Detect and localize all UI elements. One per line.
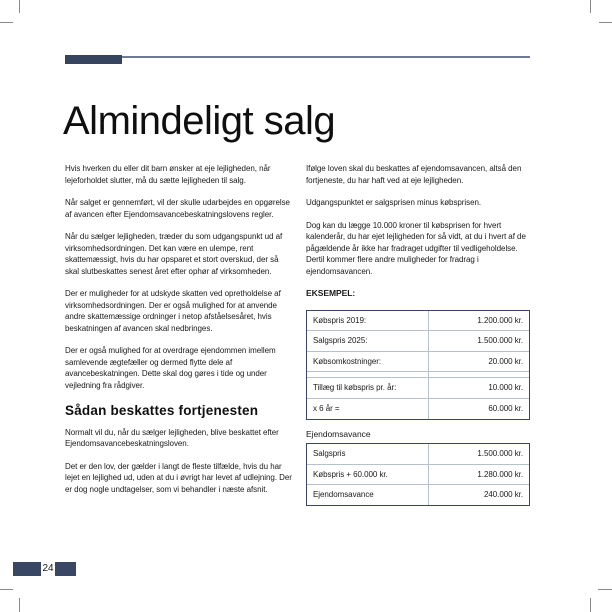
table-row	[307, 465, 529, 486]
example-table	[306, 310, 530, 420]
crop-mark-bottom-left-vertical	[19, 598, 20, 612]
paragraph: Normalt vil du, når du sælger lejligheden, blive beskattet efter Ejendomsavancebeskatningsloven.	[65, 427, 279, 448]
table-cell-label: Købspris 2019:	[307, 311, 429, 331]
table-cell-label: Salgspris 2025:	[307, 331, 429, 351]
crop-mark-bottom-right-vertical	[590, 598, 591, 612]
table-cell-value: 1.500.000 kr.	[477, 336, 523, 345]
table-row	[307, 399, 529, 419]
table-row	[307, 444, 529, 465]
table-cell-label: Købspris + 60.000 kr.	[307, 465, 429, 485]
table-cell-label: x 6 år =	[307, 399, 429, 419]
page-title: Almindeligt salg	[63, 99, 336, 143]
section-heading: Sådan beskattes fortjenesten	[65, 403, 259, 418]
crop-mark-top-right-horizontal	[599, 22, 612, 23]
crop-mark-bottom-right-horizontal	[598, 589, 612, 590]
paragraph: Det er den lov, der gælder i langt de fleste tilfælde, hvis du har lejet en lejlighed ud, uden at du i øvrigt har levet af udlejning. Der er dog nogle undtagelser, som vi behandler i næste afsnit.	[65, 461, 292, 494]
table-cell-value: 20.000 kr.	[488, 356, 523, 366]
paragraph: Der er også mulighed for at overdrage ejendommen imellem samlevende ægtefæller og dermed flytte dele af avancebeskatningen. Dette skal dog gøres i tide og under vejledning fra rådgiver.	[65, 346, 276, 390]
table-cell-value: 10.000 kr.	[488, 383, 523, 392]
table-cell-value: 240.000 kr.	[483, 490, 523, 500]
paragraph: Der er muligheder for at udskyde skatten ved opretholdelse af virksomhedsordningen. Der er også mulighed for at anvende andre skattemæssige ordninger i netop afståelsesåret, hvis beskatningen af avancen skal nedbringes.	[65, 289, 281, 333]
header-rule-line	[65, 56, 530, 58]
crop-mark-top-right-vertical	[590, 0, 591, 13]
table-cell-label: Tillæg til købspris pr. år:	[307, 378, 429, 398]
table-cell-label: Ejendomsavance	[307, 485, 429, 505]
page-number: 24	[42, 563, 54, 574]
table-cell-value: 1.280.000 kr.	[477, 469, 523, 479]
paragraph: Udgangspunktet er salgsprisen minus købsprisen.	[306, 198, 482, 207]
table-cell-label: Salgspris	[307, 444, 429, 464]
left-column	[65, 163, 293, 506]
paragraph: Når du sælger lejligheden, træder du som udgangspunkt ud af virksomhedsordningen. Det kan være en ulempe, rent skattemæssigt, hvis du har opsparet et stort overskud, der så skal slutbeskattes senest året efter ophør af virksomheden.	[65, 232, 283, 276]
paragraph: Dog kan du lægge 10.000 kroner til købsprisen for hvert kalenderår, du har ejet lejligheden for så vidt, at du i hvert af de pågældende år ikke har fradraget udgifter til vedligeholdelse. Dertil kommer flere andre muligheder for fradrag i ejendomsavancen.	[306, 220, 526, 276]
table-row	[307, 352, 529, 373]
table-cell-value: 1.200.000 kr.	[477, 315, 523, 325]
crop-mark-top-left-vertical	[19, 0, 20, 13]
example-label: EKSEMPEL:	[306, 288, 356, 298]
table-row	[307, 311, 529, 332]
table-row	[307, 485, 529, 505]
crop-mark-bottom-left-horizontal	[0, 589, 13, 590]
crop-mark-top-left-horizontal	[0, 22, 13, 23]
table-cell-label: Købsomkostninger:	[307, 352, 429, 372]
table-row	[307, 331, 529, 352]
paragraph: Hvis hverken du eller dit barn ønsker at eje lejligheden, når lejeforholdet slutter, må du sætte lejligheden til salg.	[65, 164, 271, 185]
table-cell-value: 1.500.000 kr.	[477, 449, 523, 458]
header-rule-accent-block	[65, 55, 122, 64]
page-footer	[13, 562, 76, 576]
footer-bar-right	[55, 562, 76, 576]
table-row	[307, 378, 529, 399]
right-column	[306, 163, 530, 506]
result-table-caption: Ejendomsavance	[306, 428, 371, 439]
result-table	[306, 443, 530, 506]
paragraph: Når salget er gennemført, vil der skulle udarbejdes en opgørelse af avancen efter Ejendomsavancebeskatningslovens regler.	[65, 198, 290, 219]
paragraph: Ifølge loven skal du beskattes af ejendomsavancen, altså den fortjeneste, du har haft ved at eje lejligheden.	[306, 164, 522, 185]
footer-bar-left	[13, 562, 41, 576]
table-cell-value: 60.000 kr.	[488, 403, 523, 413]
